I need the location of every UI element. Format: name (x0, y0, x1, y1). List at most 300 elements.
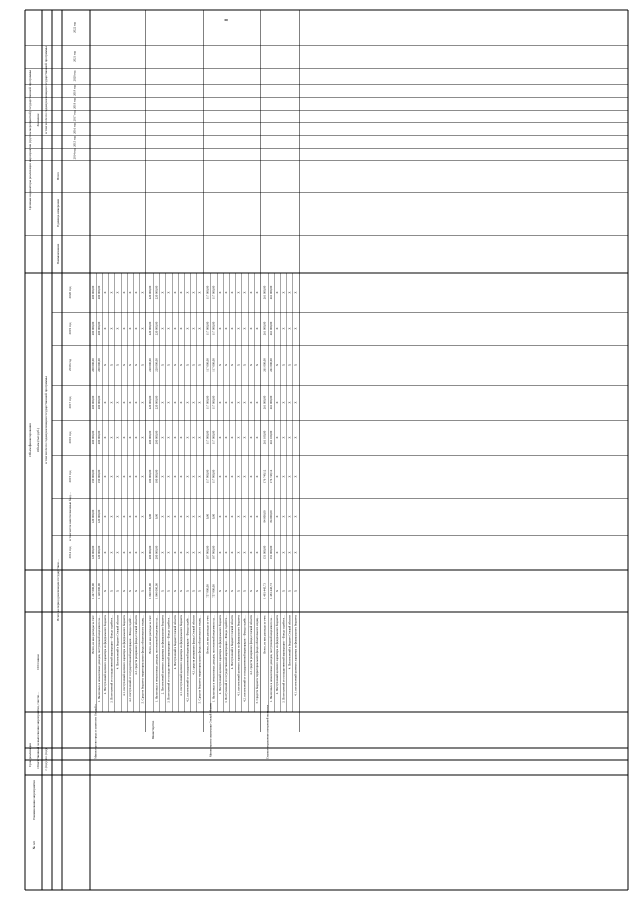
value-cell: X (172, 291, 177, 294)
value-cell: X (185, 363, 190, 367)
value-cell: X (172, 475, 177, 478)
value-cell: X (223, 515, 228, 518)
source-cell: Всего, из них расходы за счет: (90, 615, 95, 654)
value-cell: X (103, 589, 108, 593)
value-cell: X (185, 515, 190, 518)
value-cell: X (160, 589, 165, 593)
value-cell: X (293, 363, 298, 367)
value-cell: X (236, 551, 241, 554)
value-cell: 200 000,00 (90, 321, 95, 336)
value-cell: X (109, 515, 114, 518)
value-cell: X (223, 401, 228, 404)
value-cell: X (134, 475, 139, 478)
value-cell: X (230, 401, 235, 404)
value-cell: X (287, 291, 292, 294)
source-cell: 5. Средств бюджета территориального фонда обязательного медиц… (140, 615, 145, 704)
value-cell: X (197, 589, 202, 593)
value-cell: X (121, 436, 126, 439)
value-cell: X (281, 515, 286, 518)
value-cell: 220 000,00 (148, 395, 153, 410)
value-cell: X (248, 551, 253, 554)
value-cell: X (140, 327, 145, 330)
value-cell: 220 000,00 (148, 358, 153, 372)
value-cell: X (275, 327, 280, 330)
value-cell: X (172, 436, 177, 439)
value-cell: X (140, 436, 145, 439)
value-cell: X (121, 515, 126, 518)
value-cell: 261 000,00 (262, 321, 267, 336)
value-cell: X (160, 291, 165, 294)
value-cell: X (103, 401, 108, 404)
value-cell: X (121, 363, 126, 367)
header-year-2015: 2015 год (67, 470, 72, 483)
value-cell: X (242, 327, 247, 330)
value-cell: X (293, 589, 298, 593)
value-cell: 176 749,12 (262, 469, 267, 484)
value-cell: 117 000,00 (211, 285, 216, 300)
header-year-2016: 2016 год (67, 431, 72, 444)
value-cell: X (281, 436, 286, 439)
value-cell: X (179, 327, 184, 330)
value-cell: X (248, 475, 253, 478)
value-cell: X (127, 515, 132, 518)
value-cell: X (293, 475, 298, 478)
value-cell: X (197, 551, 202, 554)
value-cell: X (127, 401, 132, 404)
header-by-year: в том числе по годам реализации государственной программы (43, 376, 48, 464)
header-ind-name: Наименование (55, 243, 60, 265)
value-cell: 0,00 (205, 513, 210, 520)
source-cell: 3. Поступлений от государственной корпорации – Фонда содейств… (281, 615, 286, 703)
value-cell: X (275, 436, 280, 439)
value-cell: X (140, 401, 145, 404)
value-cell: X (191, 436, 196, 439)
value-cell: 120 000,00 (96, 545, 101, 560)
value-cell: 117 900,00 (211, 469, 216, 484)
value-cell: 220 000,00 (154, 358, 159, 372)
source-cell: Всего, из них расходы за счет: (148, 615, 153, 654)
value-cell: 261 000,00 (268, 321, 273, 336)
value-cell: X (230, 291, 235, 294)
value-cell: X (103, 551, 108, 554)
value-cell: X (230, 436, 235, 439)
value-cell: X (134, 291, 139, 294)
value-cell: X (127, 475, 132, 478)
value-cell: X (197, 475, 202, 478)
value-cell: X (134, 551, 139, 554)
header-ind-year: 2018 год (72, 98, 77, 109)
page-number: 8 (225, 18, 230, 22)
source-cell: Всего, из них расходы за счет: (205, 615, 210, 654)
value-cell: X (287, 551, 292, 554)
value-cell: 200 000,00 (90, 395, 95, 410)
header-ind-year: 2014 год (72, 148, 77, 160)
executor-cell: Министерство труда и занятости Омской о… (93, 701, 98, 759)
value-cell: X (223, 363, 228, 367)
value-cell: X (197, 327, 202, 330)
value-cell: X (254, 436, 259, 439)
value-cell: X (166, 551, 171, 554)
value-cell: X (115, 515, 120, 518)
value-cell: X (109, 551, 114, 554)
value-cell: X (179, 551, 184, 554)
value-cell: X (109, 436, 114, 439)
header-ind-year: 2017 год (72, 110, 77, 122)
value-cell: X (109, 475, 114, 478)
source-cell: 4.1. поступлений целевого характера из федерального бюджета (121, 615, 126, 696)
header-ind-unit: Единица измерения (55, 199, 60, 227)
value-cell: X (179, 363, 184, 367)
source-cell: 4.3. средств резервного фонда Омской области (248, 615, 253, 675)
value-cell: X (242, 589, 247, 593)
value-cell: X (287, 436, 292, 439)
value-cell: X (281, 363, 286, 367)
value-cell: X (134, 436, 139, 439)
value-cell: X (275, 401, 280, 404)
value-cell: X (172, 589, 177, 593)
value-cell: 261 100,00 (268, 430, 273, 445)
value-cell: X (217, 436, 222, 439)
value-cell: X (109, 363, 114, 367)
value-cell: 151 000,00 (268, 545, 273, 560)
source-cell: 4. Поступлений в бюджет Омской области (230, 615, 235, 670)
value-cell: X (185, 327, 190, 330)
value-cell: X (287, 475, 292, 478)
value-cell: 117 000,00 (205, 358, 210, 372)
source-cell: 4.1. поступлений целевого характера из федерального бюджета (293, 615, 298, 696)
value-cell: X (223, 436, 228, 439)
value-cell: X (223, 291, 228, 294)
value-cell: X (217, 327, 222, 330)
value-cell: X (140, 475, 145, 478)
value-cell: 100 000,00 (154, 469, 159, 484)
source-cell: 5. Средств бюджета территориального фонда обязательного медиц… (254, 615, 259, 704)
value-cell: X (281, 291, 286, 294)
value-cell: X (179, 436, 184, 439)
value-cell: 100 000,00 (148, 469, 153, 484)
value-cell: X (293, 401, 298, 404)
value-cell: X (254, 363, 259, 367)
value-cell: X (197, 363, 202, 367)
value-cell: 220 000,00 (148, 285, 153, 300)
value-cell: 120 000,00 (96, 509, 101, 524)
value-cell: X (179, 475, 184, 478)
value-cell: 117 000,00 (211, 395, 216, 410)
value-cell: X (166, 475, 171, 478)
header-sources: Источники (35, 654, 40, 670)
header-year-2018: 2018 год (67, 359, 72, 371)
value-cell: X (103, 291, 108, 294)
value-cell: X (281, 551, 286, 554)
value-cell: X (103, 436, 108, 439)
source-cell: 2. Поступлений целевого характера из федерального бюджета (103, 615, 108, 695)
value-cell: X (115, 475, 120, 478)
value-cell: X (275, 363, 280, 367)
executor-cell: Главное управление внутренней политики … (265, 701, 270, 759)
value-cell: 117 000,00 (211, 321, 216, 336)
value-cell: X (134, 589, 139, 593)
value-cell: X (254, 327, 259, 330)
value-cell: 200 000,00 (90, 285, 95, 300)
value-cell: X (242, 475, 247, 478)
value-cell: X (223, 327, 228, 330)
value-cell: X (275, 475, 280, 478)
value-cell: X (217, 589, 222, 593)
value-cell: X (172, 363, 177, 367)
value-cell: X (230, 589, 235, 593)
value-cell: X (179, 515, 184, 518)
value-cell: X (217, 291, 222, 294)
value-cell: X (140, 363, 145, 367)
source-cell: 2. Поступлений целевого характера из федерального бюджета (275, 615, 280, 695)
value-cell: 200 000,00 (90, 358, 95, 372)
value-cell: X (197, 401, 202, 404)
value-cell: X (103, 515, 108, 518)
value-cell: 220 000,00 (154, 321, 159, 336)
value-cell: 1 247 000,00 (90, 583, 95, 599)
value-cell: X (242, 436, 247, 439)
value-cell: X (254, 475, 259, 478)
value-cell: X (121, 327, 126, 330)
value-cell: X (223, 589, 228, 593)
value-cell: X (230, 515, 235, 518)
value-cell: X (293, 515, 298, 518)
value-cell: 117 000,00 (205, 285, 210, 300)
header-ind-year: 2020 год (72, 70, 77, 82)
value-cell: 200 000,00 (96, 395, 101, 410)
value-cell: X (185, 291, 190, 294)
value-cell: 1 840 000,00 (148, 583, 153, 599)
value-cell: 120 000,00 (90, 545, 95, 560)
value-cell: X (287, 401, 292, 404)
value-cell: X (140, 515, 145, 518)
value-cell: X (103, 327, 108, 330)
value-cell: X (127, 589, 132, 593)
value-cell: X (254, 401, 259, 404)
header-indicators: Целевые индикаторы реализации мероприятия (группы мероприятий) государственной программы (27, 70, 32, 210)
value-cell: X (236, 475, 241, 478)
value-cell: X (134, 327, 139, 330)
value-cell: X (275, 515, 280, 518)
value-cell: X (160, 515, 165, 518)
value-cell: X (230, 363, 235, 367)
source-cell: 5. Средств бюджета территориального фонда обязательного медиц… (197, 615, 202, 704)
value-cell: X (140, 291, 145, 294)
value-cell: X (248, 363, 253, 367)
header-volume: Объем (тыс.руб.) (35, 428, 40, 452)
header-finance: Объем финансирования (27, 423, 32, 457)
value-cell: X (191, 327, 196, 330)
value-cell: 0,00 (148, 513, 153, 520)
value-cell: X (166, 589, 171, 593)
executor-cell: Министерство (150, 720, 155, 740)
header-ind-by-year: в том числе по годам реализации государственной программы (43, 46, 48, 134)
source-cell: 4.2. поступлений от государственной корпорации – Фонда содейс… (185, 615, 190, 702)
value-cell: 220 000,00 (154, 395, 159, 410)
value-cell: X (127, 363, 132, 367)
value-cell: 117 900,00 (205, 469, 210, 484)
value-cell: X (127, 327, 132, 330)
value-cell: 107 900,00 (211, 545, 216, 560)
header-ind-year: 2019 год (72, 85, 77, 96)
header-ind-year: 2021 год (72, 51, 77, 62)
value-cell: X (166, 515, 171, 518)
value-cell: X (236, 436, 241, 439)
value-cell: X (248, 327, 253, 330)
source-cell: 4.1. поступлений целевого характера из федерального бюджета (179, 615, 184, 696)
source-cell: 3. Поступлений от государственной корпорации – Фонда содейств… (223, 615, 228, 703)
value-cell: X (242, 401, 247, 404)
header-term-group: Срок реализации (27, 742, 32, 768)
value-cell: 117 000,00 (211, 358, 216, 372)
value-cell: X (217, 515, 222, 518)
value-cell: X (293, 551, 298, 554)
value-cell: X (166, 436, 171, 439)
value-cell: X (197, 436, 202, 439)
value-cell: X (166, 401, 171, 404)
value-cell: 150 000,00 (90, 469, 95, 484)
value-cell: X (179, 401, 184, 404)
source-cell: 2. Поступлений целевого характера из федерального бюджета (160, 615, 165, 695)
value-cell: X (179, 291, 184, 294)
value-cell: 150 000,00 (96, 469, 101, 484)
source-cell: 4.2. поступлений от государственной корпорации – Фонда содейс… (127, 615, 132, 702)
value-cell: 84 000,00 (262, 510, 267, 523)
source-cell: 3. Поступлений от государственной корпорации – Фонда содейств… (109, 615, 114, 703)
value-cell: X (242, 551, 247, 554)
value-cell: X (127, 551, 132, 554)
value-cell: 117 000,00 (205, 321, 210, 336)
source-cell: 4.2. поступлений от государственной корпорации – Фонда содейс… (242, 615, 247, 702)
source-cell: 2. Поступлений целевого характера из федерального бюджета (217, 615, 222, 695)
header-year-2014: 2014 год (67, 546, 72, 559)
value-cell: X (242, 291, 247, 294)
value-cell: X (281, 401, 286, 404)
value-cell: X (293, 327, 298, 330)
value-cell: X (160, 436, 165, 439)
value-cell: X (166, 327, 171, 330)
value-cell: X (185, 589, 190, 593)
value-cell: 176 749,12 (268, 469, 273, 484)
value-cell: X (185, 436, 190, 439)
value-cell: X (191, 401, 196, 404)
value-cell: 117 000,00 (211, 430, 216, 445)
value-cell: X (109, 327, 114, 330)
header-year-2017: 2017 год (67, 396, 72, 409)
value-cell: 220 000,00 (154, 285, 159, 300)
value-cell: X (287, 589, 292, 593)
header-year-2020: 2020 год (67, 286, 72, 299)
header-row-no: № п/п (31, 840, 36, 850)
value-cell: X (254, 589, 259, 593)
value-cell: X (275, 589, 280, 593)
source-cell: 4. Поступлений в бюджет Омской области (115, 615, 120, 670)
value-cell: X (275, 551, 280, 554)
value-cell: X (242, 363, 247, 367)
value-cell: X (287, 327, 292, 330)
value-cell: X (217, 551, 222, 554)
value-cell: X (109, 401, 114, 404)
value-cell: X (172, 551, 177, 554)
value-cell: X (179, 589, 184, 593)
value-cell: 1 481 445,73 (268, 583, 273, 599)
value-cell: X (248, 436, 253, 439)
value-cell: X (217, 363, 222, 367)
value-cell: 261 000,00 (262, 285, 267, 300)
value-cell: 200 000,00 (96, 358, 101, 372)
header-total: Всего за период реализации государствен… (55, 559, 60, 621)
value-cell: 200 000,00 (154, 545, 159, 560)
value-cell: 107 900,00 (205, 545, 210, 560)
value-cell: X (172, 401, 177, 404)
header-ind-year: 2022 год (72, 22, 77, 33)
value-cell: X (121, 291, 126, 294)
source-cell: 4. Поступлений в бюджет Омской области (172, 615, 177, 670)
value-cell: X (103, 363, 108, 367)
value-cell: 261 000,00 (262, 395, 267, 410)
value-cell: X (248, 515, 253, 518)
value-cell: X (230, 475, 235, 478)
value-cell: 117 000,00 (205, 430, 210, 445)
value-cell: X (236, 589, 241, 593)
header-event-name: Наименование мероприятия (31, 780, 36, 820)
value-cell: X (160, 327, 165, 330)
value-cell: X (172, 327, 177, 330)
value-cell: 84 000,00 (268, 510, 273, 523)
value-cell: 261 000,00 (268, 285, 273, 300)
value-cell: X (109, 589, 114, 593)
value-cell: 261 000,00 (268, 358, 273, 372)
value-cell: 120 000,00 (90, 509, 95, 524)
value-cell: X (281, 327, 286, 330)
header-term-end: по (год) (43, 748, 48, 760)
header-ind-year: 2016 год (72, 123, 77, 134)
value-cell: 0,00 (154, 513, 159, 520)
value-cell: X (185, 475, 190, 478)
value-cell: X (248, 589, 253, 593)
value-cell: X (191, 515, 196, 518)
value-cell: X (281, 475, 286, 478)
source-cell: 1. Налоговых и неналоговых доходов, поступлений нецелевого ха… (154, 615, 159, 703)
value-cell: X (134, 401, 139, 404)
value-cell: 200 000,00 (96, 430, 101, 445)
value-cell: X (172, 515, 177, 518)
value-cell: X (115, 401, 120, 404)
value-cell: 1 120 000,00 (96, 583, 101, 599)
value-cell: X (197, 515, 202, 518)
value-cell: X (236, 327, 241, 330)
value-cell: 200 000,00 (96, 285, 101, 300)
value-cell: X (115, 436, 120, 439)
value-cell: 757 900,00 (211, 584, 216, 598)
value-cell: X (236, 401, 241, 404)
value-cell: X (166, 291, 171, 294)
value-cell: X (254, 291, 259, 294)
source-cell: 4.3. средств резервного фонда Омской области (134, 615, 139, 675)
source-cell: 4.1. поступлений целевого характера из федерального бюджета (236, 615, 241, 696)
header-ind-value: Значение (35, 113, 40, 127)
value-cell: X (140, 551, 145, 554)
value-cell: X (230, 327, 235, 330)
value-cell: 200 000,00 (96, 321, 101, 336)
value-cell: X (248, 401, 253, 404)
value-cell: X (223, 475, 228, 478)
header-term-start: с (год) (43, 761, 48, 771)
value-cell: X (242, 515, 247, 518)
value-cell: 151 000,00 (262, 545, 267, 560)
value-cell: X (121, 551, 126, 554)
header-incl-budget-obligations: в том числе неисполненные бюд… (67, 492, 72, 541)
